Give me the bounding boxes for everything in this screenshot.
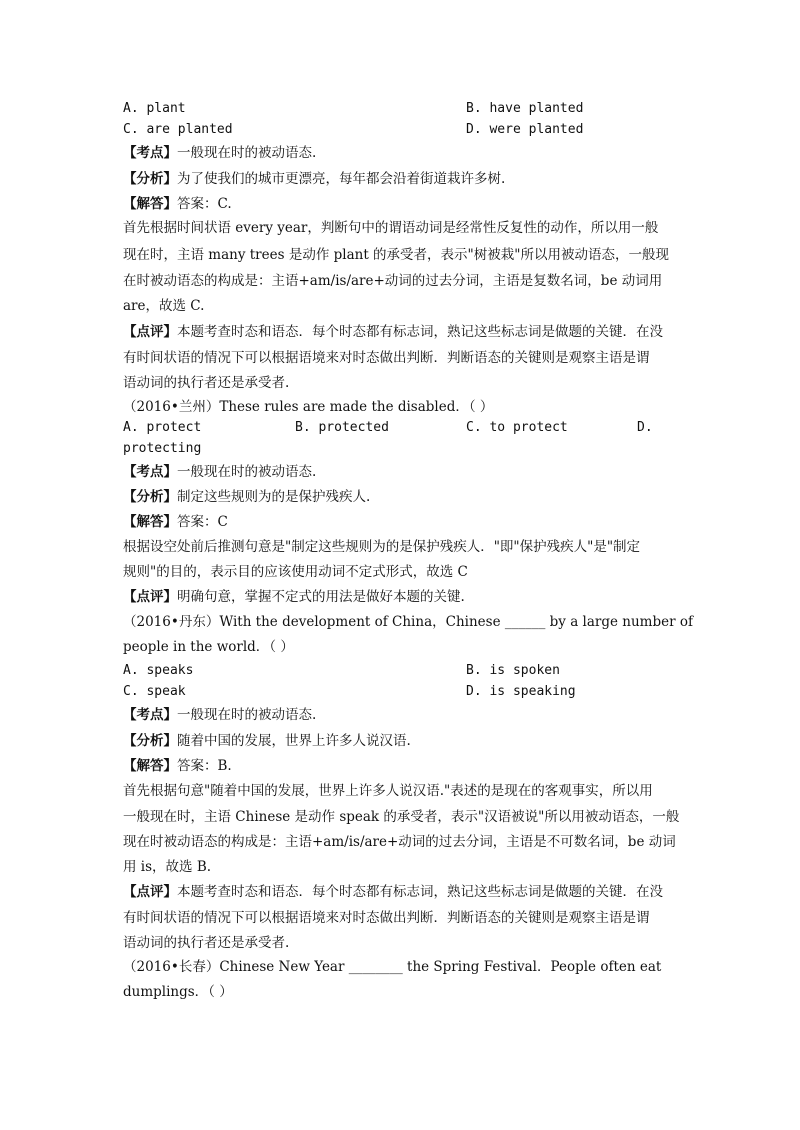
explanation-line: 一般现在时，主语 Chinese 是动作 speak 的承受者，表示"汉语被说"所以用被动语态，一般 [123,809,680,825]
option-b: B. have planted [466,101,584,116]
option-b: B. protected [295,420,389,435]
question-line: （2016•兰州）These rules are made the disabled．（ ） [123,399,494,415]
dianping-line: 语动词的执行者还是承受者. [123,935,290,951]
fenxi-tag: 【分析】 [123,733,177,749]
option-d-wrap: protecting [123,441,202,456]
question-line: （2016•丹东）With the development of China，Chinese ______ by a large number of [123,614,693,630]
fenxi-text: 制定这些规则为的是保护残疾人. [177,489,371,505]
question-line: （2016•长春）Chinese New Year ________ the Spring Festival．People often eat [123,959,662,975]
dianping-tag: 【点评】 [123,324,177,340]
kaodian-text: 一般现在时的被动语态. [177,145,317,161]
explanation-line: 根据设空处前后推测句意是"制定这些规则为的是保护残疾人．"即"保护残疾人"是"制定 [123,539,641,555]
kaodian-line [123,463,316,481]
jieda-tag: 【解答】 [123,514,177,530]
dianping-tag: 【点评】 [123,884,177,900]
dianping-line: 有时间状语的情况下可以根据语境来对时态做出判断．判断语态的关键则是观察主语是谓 [123,910,650,926]
jieda-tag: 【解答】 [123,196,177,212]
kaodian-text: 一般现在时的被动语态. [177,464,317,480]
fenxi-tag: 【分析】 [123,489,177,505]
jieda-text: 答案：C [177,514,228,530]
fenxi-line [123,488,370,506]
jieda-tag: 【解答】 [123,758,177,774]
option-a: A. speaks [123,663,194,678]
explanation-line: 首先根据时间状语 every year，判断句中的谓语动词是经常性反复性的动作，所以用一般 [123,220,659,236]
explanation-line: 首先根据句意"随着中国的发展，世界上许多人说汉语."表述的是现在的客观事实，所以用 [123,783,653,799]
jieda-text: 答案：C. [177,196,232,212]
option-c: C. to protect [466,420,568,435]
kaodian-text: 一般现在时的被动语态. [177,707,317,723]
explanation-line: 在时被动语态的构成是：主语+am/is/are+动词的过去分词，主语是复数名词，be 动词用 [123,273,663,289]
kaodian-tag: 【考点】 [123,464,177,480]
explanation-line: 现在时被动语态的构成是：主语+am/is/are+动词的过去分词，主语是不可数名词，be 动词 [123,834,676,850]
kaodian-line [123,144,316,162]
explanation-line: are，故选 C. [123,298,205,314]
explanation-line: 用 is，故选 B. [123,859,212,875]
option-a: A. protect [123,420,202,435]
option-c: C. speak [123,684,186,699]
dianping-text: 明确句意，掌握不定式的用法是做好本题的关键. [177,589,465,605]
option-b: B. is spoken [466,663,560,678]
dianping-tag: 【点评】 [123,589,177,605]
fenxi-text: 为了使我们的城市更漂亮，每年都会沿着街道栽许多树. [177,171,506,187]
question-line: people in the world．（ ） [123,639,294,655]
explanation-line: 规则"的目的，表示目的应该使用动词不定式形式，故选 C [123,564,468,580]
fenxi-tag: 【分析】 [123,171,177,187]
dianping-line [123,883,663,901]
dianping-line [123,588,465,606]
option-d: D. is speaking [466,684,576,699]
option-d: D. [637,420,653,435]
option-a: A. plant [123,101,186,116]
explanation-line: 现在时，主语 many trees 是动作 plant 的承受者，表示"树被栽"所以用被动语态，一般现 [123,247,669,263]
fenxi-text: 随着中国的发展，世界上许多人说汉语. [177,733,411,749]
dianping-line [123,323,663,341]
dianping-text: 本题考查时态和语态．每个时态都有标志词，熟记这些标志词是做题的关键．在没 [177,324,663,340]
jieda-line [123,513,228,531]
question-line: dumplings．（ ） [123,984,233,1000]
option-c: C. are planted [123,122,233,137]
dianping-line: 有时间状语的情况下可以根据语境来对时态做出判断．判断语态的关键则是观察主语是谓 [123,350,650,366]
dianping-text: 本题考查时态和语态．每个时态都有标志词，熟记这些标志词是做题的关键．在没 [177,884,663,900]
kaodian-tag: 【考点】 [123,145,177,161]
fenxi-line [123,732,411,750]
jieda-text: 答案：B. [177,758,232,774]
fenxi-line [123,170,505,188]
kaodian-line [123,706,316,724]
dianping-line: 语动词的执行者还是承受者. [123,375,290,391]
kaodian-tag: 【考点】 [123,707,177,723]
jieda-line [123,757,232,775]
jieda-line [123,195,232,213]
option-d: D. were planted [466,122,584,137]
